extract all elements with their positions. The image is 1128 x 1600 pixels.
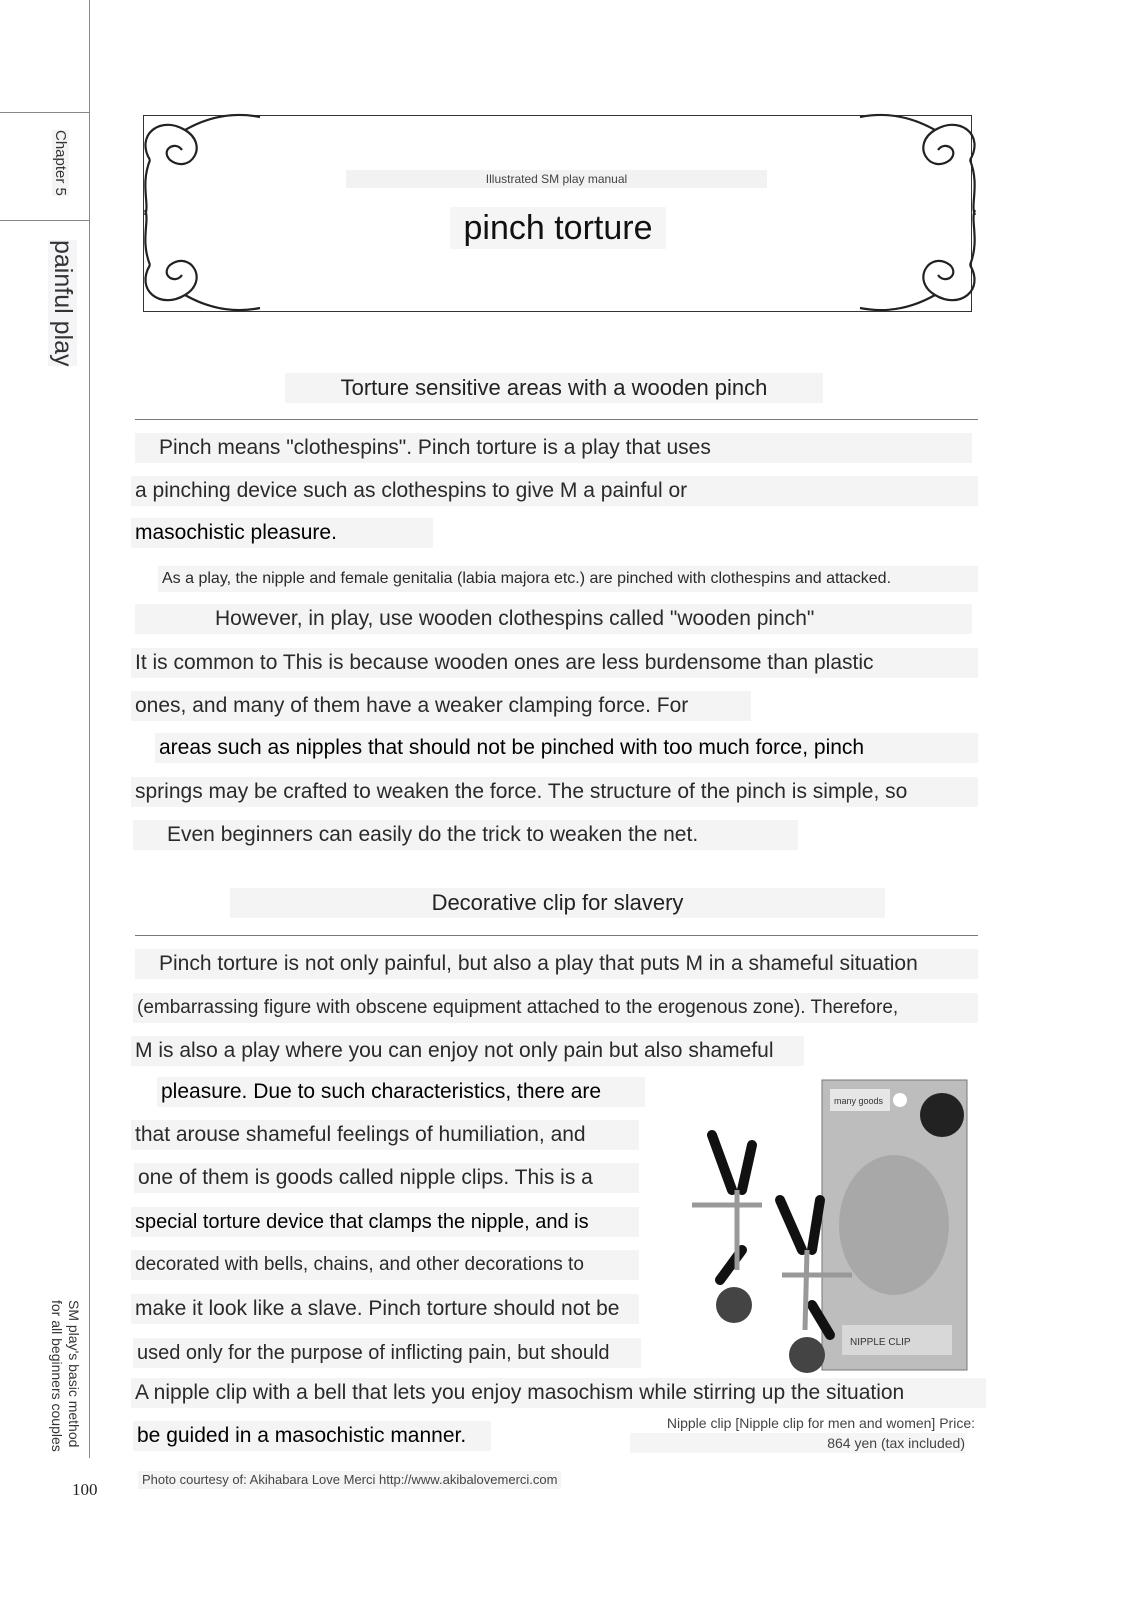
svg-text:NIPPLE CLIP: NIPPLE CLIP [850, 1337, 911, 1348]
body-line: springs may be crafted to weaken the force. The structure of the pinch is simple, so [131, 777, 978, 807]
sidebar-divider [89, 0, 90, 1458]
body-line: used only for the purpose of inflicting pain, but should [133, 1338, 641, 1368]
body-line: M is also a play where you can enjoy not only pain but also shameful [131, 1036, 804, 1066]
body-line: Pinch means "clothespins". Pinch torture is a play that uses [135, 433, 972, 463]
body-line: As a play, the nipple and female genitalia (labia majora etc.) are pinched with clothespins and attacked. [158, 566, 978, 592]
body-line: one of them is goods called nipple clips. This is a [134, 1163, 639, 1193]
body-line: make it look like a slave. Pinch torture should not be [131, 1294, 639, 1324]
section1-heading: Torture sensitive areas with a wooden pinch [285, 373, 823, 403]
body-line: be guided in a masochistic manner. [133, 1421, 491, 1451]
section1-rule [135, 419, 978, 420]
body-line: ones, and many of them have a weaker clamping force. For [131, 691, 751, 721]
section2-rule [135, 935, 978, 936]
body-line: pleasure. Due to such characteristics, there are [157, 1077, 645, 1107]
header-kicker: Illustrated SM play manual [346, 170, 767, 188]
body-line: that arouse shameful feelings of humiliation, and [131, 1120, 639, 1150]
section-label: painful play [49, 240, 77, 367]
photo-credit: Photo courtesy of: Akihabara Love Merci http://www.akibalovemerci.com [138, 1471, 561, 1489]
body-line: (embarrassing figure with obscene equipment attached to the erogenous zone). Therefore, [133, 993, 978, 1023]
nipple-clip-product-icon [672, 1075, 972, 1375]
section2-heading: Decorative clip for slavery [230, 888, 885, 918]
book-title-line2: for all beginners couples [49, 1300, 65, 1452]
body-line: areas such as nipples that should not be pinched with too much force, pinch [155, 733, 978, 763]
body-line: It is common to This is because wooden ones are less burdensome than plastic [131, 648, 978, 678]
tab-rule-top [0, 112, 89, 113]
body-line: However, in play, use wooden clothespins called "wooden pinch" [135, 604, 972, 634]
photo-caption-line2: 864 yen (tax included) [630, 1433, 965, 1453]
svg-text:many goods: many goods [834, 1096, 884, 1106]
page-title: pinch torture [450, 207, 666, 249]
photo-caption-line1: Nipple clip [Nipple clip for men and women] Price: [666, 1415, 975, 1431]
page-number: 100 [72, 1480, 98, 1499]
body-line: masochistic pleasure. [131, 518, 433, 548]
body-line: Even beginners can easily do the trick to weaken the net. [133, 820, 798, 850]
tab-rule-bottom [0, 220, 89, 221]
body-line: A nipple clip with a bell that lets you enjoy masochism while stirring up the situation [131, 1378, 986, 1408]
body-line: Pinch torture is not only painful, but also a play that puts M in a shameful situation [135, 949, 978, 979]
product-photo [672, 1075, 972, 1375]
chapter-label: Chapter 5 [52, 130, 69, 196]
body-line: special torture device that clamps the nipple, and is [131, 1207, 639, 1237]
book-title-line1: SM play's basic method [66, 1300, 82, 1448]
body-line: decorated with bells, chains, and other decorations to [131, 1250, 639, 1280]
body-line: a pinching device such as clothespins to give M a painful or [131, 476, 978, 506]
